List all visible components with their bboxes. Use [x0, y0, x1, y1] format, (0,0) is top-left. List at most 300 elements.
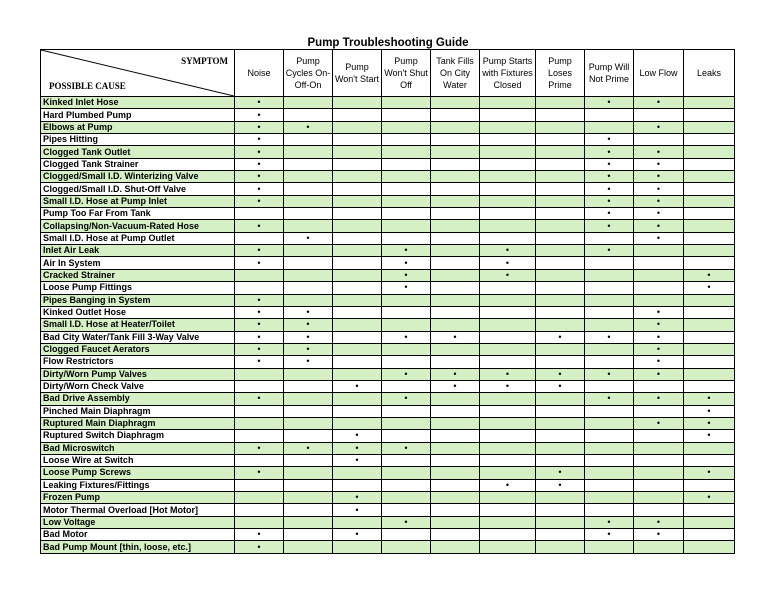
table-row [41, 171, 735, 183]
symptom-cell [284, 97, 333, 109]
cause-cell: Motor Thermal Overload [Hot Motor] [41, 504, 235, 516]
symptom-cell [585, 504, 634, 516]
symptom-cell [634, 134, 684, 146]
cause-cell: Dirty/Worn Pump Valves [41, 368, 235, 380]
bullet-mark: • [257, 307, 261, 318]
column-header: Pump Won't Shut Off [382, 50, 431, 97]
symptom-cell [284, 430, 333, 442]
symptom-cell [284, 467, 333, 479]
symptom-cell [431, 541, 480, 553]
symptom-cell [480, 183, 536, 195]
symptom-cell [333, 134, 382, 146]
symptom-cell [382, 492, 431, 504]
symptom-cell [333, 492, 382, 504]
symptom-cell [585, 319, 634, 331]
bullet-mark: • [707, 418, 711, 429]
symptom-label: SYMPTOM [181, 56, 228, 66]
symptom-cell [585, 171, 634, 183]
symptom-cell [634, 245, 684, 257]
symptom-cell [684, 529, 735, 541]
symptom-cell [585, 134, 634, 146]
bullet-mark: • [306, 232, 310, 243]
symptom-cell [536, 442, 585, 454]
bullet-mark: • [257, 183, 261, 194]
bullet-mark: • [607, 97, 611, 108]
symptom-cell [684, 158, 735, 170]
bullet-mark: • [355, 381, 359, 392]
symptom-cell [634, 97, 684, 109]
symptom-cell [684, 331, 735, 343]
symptom-cell [684, 454, 735, 466]
symptom-cell [333, 282, 382, 294]
symptom-cell [235, 183, 284, 195]
cause-cell: Bad City Water/Tank Fill 3-Way Valve [41, 331, 235, 343]
table-row [41, 467, 735, 479]
symptom-cell [382, 442, 431, 454]
bullet-mark: • [656, 368, 661, 379]
symptom-cell [585, 380, 634, 392]
symptom-cell [235, 257, 284, 269]
symptom-cell [235, 504, 284, 516]
bullet-mark: • [656, 356, 661, 367]
symptom-cell [235, 479, 284, 491]
symptom-cell [431, 195, 480, 207]
symptom-cell [684, 343, 735, 355]
symptom-cell [480, 393, 536, 405]
bullet-mark: • [404, 257, 408, 268]
symptom-cell [382, 430, 431, 442]
table-row [41, 121, 735, 133]
symptom-cell [480, 220, 536, 232]
symptom-cell [382, 356, 431, 368]
symptom-cell [333, 183, 382, 195]
symptom-cell [585, 158, 634, 170]
table-row [41, 454, 735, 466]
table-row [41, 306, 735, 318]
symptom-cell [684, 393, 735, 405]
symptom-cell [333, 294, 382, 306]
symptom-cell [284, 343, 333, 355]
symptom-cell [480, 269, 536, 281]
symptom-cell [634, 294, 684, 306]
cause-cell: Pipes Hitting [41, 134, 235, 146]
bullet-mark: • [607, 220, 611, 231]
symptom-cell [684, 146, 735, 158]
table-row [41, 97, 735, 109]
cause-cell: Leaking Fixtures/Fittings [41, 479, 235, 491]
cause-cell: Clogged Tank Strainer [41, 158, 235, 170]
bullet-mark: • [505, 479, 510, 490]
symptom-cell [235, 97, 284, 109]
symptom-cell [634, 208, 684, 220]
symptom-cell [382, 368, 431, 380]
symptom-cell [684, 405, 735, 417]
symptom-cell [235, 245, 284, 257]
symptom-cell [333, 467, 382, 479]
table-row [41, 269, 735, 281]
symptom-cell [480, 97, 536, 109]
cause-cell: Hard Plumbed Pump [41, 109, 235, 121]
symptom-cell [585, 356, 634, 368]
table-row [41, 183, 735, 195]
symptom-cell [431, 343, 480, 355]
symptom-cell [536, 245, 585, 257]
symptom-cell [585, 442, 634, 454]
bullet-mark: • [257, 97, 261, 108]
bullet-mark: • [257, 171, 261, 182]
symptom-cell [382, 393, 431, 405]
symptom-cell [235, 319, 284, 331]
symptom-cell [480, 282, 536, 294]
bullet-mark: • [656, 183, 661, 194]
bullet-mark: • [404, 442, 408, 453]
symptom-cell [684, 541, 735, 553]
symptom-cell [382, 195, 431, 207]
bullet-mark: • [355, 529, 359, 540]
symptom-cell [333, 158, 382, 170]
symptom-cell [382, 183, 431, 195]
symptom-cell [684, 269, 735, 281]
symptom-cell [235, 529, 284, 541]
column-header: Pump Will Not Prime [585, 50, 634, 97]
table-row [41, 356, 735, 368]
table-row [41, 479, 735, 491]
symptom-cell [284, 504, 333, 516]
bullet-mark: • [505, 368, 510, 379]
table-row [41, 541, 735, 553]
symptom-cell [235, 356, 284, 368]
symptom-cell [235, 417, 284, 429]
symptom-cell [634, 492, 684, 504]
symptom-cell [634, 393, 684, 405]
symptom-cell [382, 504, 431, 516]
bullet-mark: • [558, 368, 562, 379]
symptom-cell [634, 467, 684, 479]
bullet-mark: • [306, 356, 310, 367]
table-row [41, 146, 735, 158]
symptom-cell [333, 380, 382, 392]
table-row [41, 516, 735, 528]
symptom-cell [333, 171, 382, 183]
symptom-cell [333, 306, 382, 318]
corner-header-cell [41, 50, 235, 97]
cause-cell: Small I.D. Hose at Pump Outlet [41, 232, 235, 244]
symptom-cell [235, 454, 284, 466]
bullet-mark: • [257, 121, 261, 132]
cause-cell: Loose Wire at Switch [41, 454, 235, 466]
symptom-cell [333, 516, 382, 528]
symptom-cell [382, 306, 431, 318]
page-title: Pump Troubleshooting Guide [307, 37, 469, 49]
bullet-mark: • [257, 257, 261, 268]
symptom-cell [536, 319, 585, 331]
symptom-cell [382, 146, 431, 158]
symptom-cell [431, 442, 480, 454]
symptom-cell [634, 368, 684, 380]
bullet-mark: • [306, 121, 310, 132]
symptom-cell [431, 97, 480, 109]
symptom-cell [634, 306, 684, 318]
table-row [41, 109, 735, 121]
symptom-cell [431, 146, 480, 158]
symptom-cell [431, 134, 480, 146]
symptom-cell [431, 158, 480, 170]
symptom-cell [431, 319, 480, 331]
bullet-mark: • [257, 195, 261, 206]
symptom-cell [585, 516, 634, 528]
table-row [41, 208, 735, 220]
symptom-cell [536, 516, 585, 528]
symptom-cell [431, 417, 480, 429]
symptom-cell [235, 380, 284, 392]
bullet-mark: • [707, 269, 711, 280]
symptom-cell [684, 504, 735, 516]
symptom-cell [382, 529, 431, 541]
symptom-cell [634, 121, 684, 133]
column-header: Low Flow [634, 50, 684, 97]
symptom-cell [382, 257, 431, 269]
symptom-cell [480, 319, 536, 331]
symptom-cell [382, 417, 431, 429]
cause-cell: Loose Pump Screws [41, 467, 235, 479]
cause-cell: Small I.D. Hose at Pump Inlet [41, 195, 235, 207]
symptom-cell [536, 467, 585, 479]
bullet-mark: • [257, 344, 261, 355]
table-row [41, 294, 735, 306]
symptom-cell [431, 171, 480, 183]
table-row [41, 282, 735, 294]
troubleshooting-table [40, 49, 735, 554]
symptom-cell [634, 417, 684, 429]
bullet-mark: • [306, 331, 310, 342]
bullet-mark: • [607, 331, 611, 342]
bullet-mark: • [656, 307, 661, 318]
symptom-cell [431, 380, 480, 392]
bullet-mark: • [505, 381, 510, 392]
bullet-mark: • [707, 405, 711, 416]
symptom-cell [634, 405, 684, 417]
symptom-cell [585, 368, 634, 380]
bullet-mark: • [257, 158, 261, 169]
column-header: Tank Fills On City Water [431, 50, 480, 97]
symptom-cell [536, 220, 585, 232]
symptom-cell [480, 146, 536, 158]
column-header: Leaks [684, 50, 735, 97]
symptom-cell [284, 158, 333, 170]
symptom-cell [634, 529, 684, 541]
bullet-mark: • [404, 368, 408, 379]
cause-cell: Bad Drive Assembly [41, 393, 235, 405]
bullet-mark: • [306, 344, 310, 355]
cause-cell: Cracked Strainer [41, 269, 235, 281]
symptom-cell [480, 232, 536, 244]
symptom-cell [480, 306, 536, 318]
symptom-cell [284, 405, 333, 417]
symptom-cell [235, 146, 284, 158]
symptom-cell [634, 220, 684, 232]
bullet-mark: • [257, 529, 261, 540]
symptom-cell [634, 146, 684, 158]
cause-cell: Bad Microswitch [41, 442, 235, 454]
bullet-mark: • [656, 418, 661, 429]
symptom-cell [585, 245, 634, 257]
symptom-cell [684, 208, 735, 220]
symptom-cell [382, 294, 431, 306]
symptom-cell [431, 504, 480, 516]
symptom-cell [382, 405, 431, 417]
symptom-cell [536, 171, 585, 183]
symptom-cell [684, 109, 735, 121]
symptom-cell [480, 529, 536, 541]
symptom-cell [235, 208, 284, 220]
symptom-cell [235, 430, 284, 442]
symptom-cell [382, 282, 431, 294]
symptom-cell [235, 109, 284, 121]
symptom-cell [684, 356, 735, 368]
symptom-cell [585, 467, 634, 479]
symptom-cell [536, 380, 585, 392]
symptom-cell [634, 282, 684, 294]
bullet-mark: • [656, 195, 661, 206]
cause-cell: Small I.D. Hose at Heater/Toilet [41, 319, 235, 331]
symptom-cell [382, 232, 431, 244]
symptom-cell [634, 442, 684, 454]
symptom-cell [382, 343, 431, 355]
table-row [41, 492, 735, 504]
header-row [41, 50, 735, 97]
symptom-cell [536, 121, 585, 133]
symptom-cell [382, 109, 431, 121]
column-header: Pump Cycles On-Off-On [284, 50, 333, 97]
bullet-mark: • [404, 393, 408, 404]
symptom-cell [333, 257, 382, 269]
bullet-mark: • [607, 529, 611, 540]
symptom-cell [480, 442, 536, 454]
bullet-mark: • [505, 245, 510, 256]
symptom-cell [235, 294, 284, 306]
symptom-cell [333, 541, 382, 553]
bullet-mark: • [607, 158, 611, 169]
symptom-cell [634, 541, 684, 553]
bullet-mark: • [607, 368, 611, 379]
symptom-cell [431, 245, 480, 257]
symptom-cell [382, 134, 431, 146]
symptom-cell [382, 208, 431, 220]
bullet-mark: • [707, 282, 711, 293]
symptom-cell [480, 171, 536, 183]
symptom-cell [333, 245, 382, 257]
symptom-cell [536, 541, 585, 553]
cause-cell: Dirty/Worn Check Valve [41, 380, 235, 392]
bullet-mark: • [656, 97, 661, 108]
cause-cell: Pipes Banging in System [41, 294, 235, 306]
symptom-cell [431, 467, 480, 479]
symptom-cell [382, 220, 431, 232]
symptom-cell [480, 516, 536, 528]
symptom-cell [585, 97, 634, 109]
symptom-cell [284, 146, 333, 158]
symptom-cell [284, 516, 333, 528]
symptom-cell [431, 430, 480, 442]
column-header: Pump Loses Prime [536, 50, 585, 97]
cause-cell: Ruptured Switch Diaphragm [41, 430, 235, 442]
bullet-mark: • [607, 245, 611, 256]
symptom-cell [333, 195, 382, 207]
symptom-cell [536, 306, 585, 318]
symptom-cell [284, 109, 333, 121]
cause-cell: Frozen Pump [41, 492, 235, 504]
symptom-cell [684, 195, 735, 207]
table-row [41, 158, 735, 170]
bullet-mark: • [607, 208, 611, 219]
bullet-mark: • [707, 492, 711, 503]
cause-cell: Clogged/Small I.D. Shut-Off Valve [41, 183, 235, 195]
bullet-mark: • [558, 467, 562, 478]
symptom-cell [284, 306, 333, 318]
bullet-mark: • [505, 257, 510, 268]
symptom-cell [480, 405, 536, 417]
symptom-cell [585, 454, 634, 466]
table-row [41, 504, 735, 516]
symptom-cell [382, 121, 431, 133]
symptom-cell [431, 282, 480, 294]
symptom-cell [480, 294, 536, 306]
symptom-cell [585, 343, 634, 355]
bullet-mark: • [404, 245, 408, 256]
symptom-cell [235, 282, 284, 294]
table-row [41, 368, 735, 380]
symptom-cell [536, 479, 585, 491]
symptom-cell [585, 393, 634, 405]
bullet-mark: • [404, 269, 408, 280]
table-row [41, 393, 735, 405]
symptom-cell [634, 516, 684, 528]
symptom-cell [235, 442, 284, 454]
bullet-mark: • [257, 319, 261, 330]
symptom-cell [480, 245, 536, 257]
bullet-mark: • [656, 146, 661, 157]
symptom-cell [480, 417, 536, 429]
symptom-cell [585, 430, 634, 442]
symptom-cell [431, 529, 480, 541]
bullet-mark: • [656, 529, 661, 540]
symptom-cell [480, 343, 536, 355]
symptom-cell [585, 405, 634, 417]
symptom-cell [684, 220, 735, 232]
symptom-cell [634, 195, 684, 207]
symptom-cell [585, 294, 634, 306]
symptom-cell [235, 171, 284, 183]
symptom-cell [536, 195, 585, 207]
symptom-cell [235, 158, 284, 170]
symptom-cell [284, 269, 333, 281]
symptom-cell [536, 183, 585, 195]
symptom-cell [284, 134, 333, 146]
bullet-mark: • [607, 183, 611, 194]
symptom-cell [333, 121, 382, 133]
table-row [41, 195, 735, 207]
symptom-cell [431, 208, 480, 220]
symptom-cell [431, 368, 480, 380]
symptom-cell [431, 294, 480, 306]
symptom-cell [480, 479, 536, 491]
bullet-mark: • [355, 492, 359, 503]
symptom-cell [536, 492, 585, 504]
symptom-cell [284, 442, 333, 454]
bullet-mark: • [707, 467, 711, 478]
symptom-cell [536, 257, 585, 269]
symptom-cell [480, 121, 536, 133]
